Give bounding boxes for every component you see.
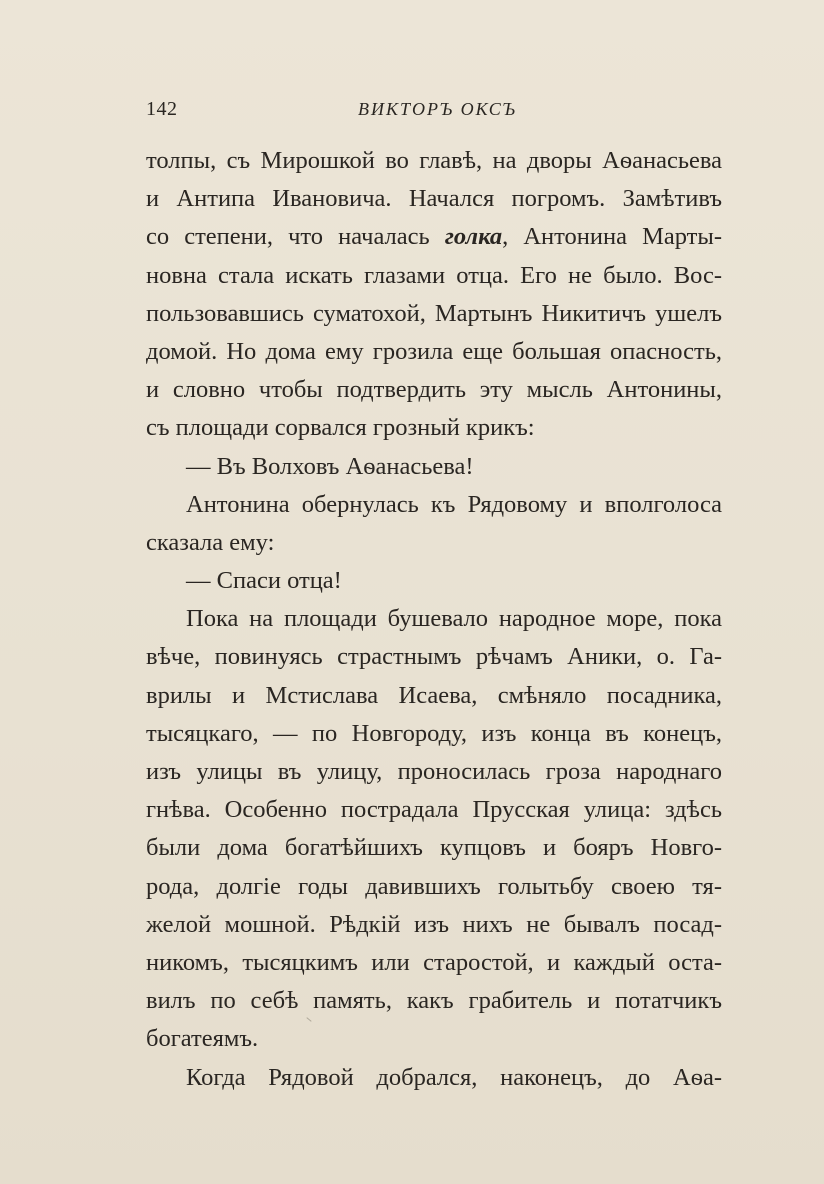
text-line xyxy=(146,218,722,256)
text-line: и словно чтобы подтвердить эту мысль Антонины, xyxy=(146,376,722,404)
text-line: вѣче, повинуясь страстнымъ рѣчамъ Аники, о. Га- xyxy=(146,643,722,671)
text-line: новна стала искать глазами отца. Его не было. Вос- xyxy=(146,261,722,289)
page-header xyxy=(146,98,722,128)
text-segment: , Антонина Марты- xyxy=(502,223,723,251)
text-line: изъ улицы въ улицу, проносилась гроза народнаго xyxy=(146,758,722,785)
text-line: тысяцкаго, — по Новгороду, изъ конца въ конецъ, xyxy=(146,719,722,747)
body-text xyxy=(146,142,722,1097)
text-line: сказала ему: xyxy=(146,528,275,556)
text-line: богатеямъ. xyxy=(146,1025,259,1053)
text-line: съ площади сорвался грозный крикъ: xyxy=(146,414,535,442)
paragraph-start: Антонина обернулась къ Рядовому и вполголоса xyxy=(186,490,722,518)
text-line: гнѣва. Особенно пострадала Прусская улица: здѣсь xyxy=(146,796,722,824)
paragraph-start: Когда Рядовой добрался, наконецъ, до Аѳа- xyxy=(186,1063,722,1091)
text-line: и Антипа Ивановича. Начался погромъ. Замѣтивъ xyxy=(146,185,722,213)
text-line: толпы, съ Мирошкой во главѣ, на дворы Аѳанасьева xyxy=(146,147,722,174)
running-head: ВИКТОРЪ ОКСЪ xyxy=(358,99,517,119)
dialogue-line: — Въ Волховъ Аѳанасьева! xyxy=(186,452,474,480)
text-segment: со степени, что началась xyxy=(146,223,430,251)
emphasized-word: голка xyxy=(444,223,503,251)
text-line: желой мошной. Рѣдкій изъ нихъ не бывалъ посад- xyxy=(146,910,722,938)
text-line: рода, долгіе годы давившихъ голытьбу своею тя- xyxy=(146,872,722,900)
paragraph-start: Пока на площади бушевало народное море, пока xyxy=(186,605,722,633)
text-line: пользовавшись суматохой, Мартынъ Никитичъ ушелъ xyxy=(146,299,722,327)
text-line: домой. Но дома ему грозила еще большая опасность, xyxy=(146,337,722,365)
text-line: были дома богатѣйшихъ купцовъ и бояръ Новго- xyxy=(146,834,722,862)
page-number: 142 xyxy=(146,98,178,120)
text-line: врилы и Мстислава Исаева, смѣняло посадника, xyxy=(146,681,722,709)
text-line: никомъ, тысяцкимъ или старостой, и каждый оста- xyxy=(146,948,722,976)
text-line: вилъ по себѣ память, какъ грабитель и потатчикъ xyxy=(146,987,722,1015)
dialogue-line: — Спаси отца! xyxy=(186,567,342,595)
